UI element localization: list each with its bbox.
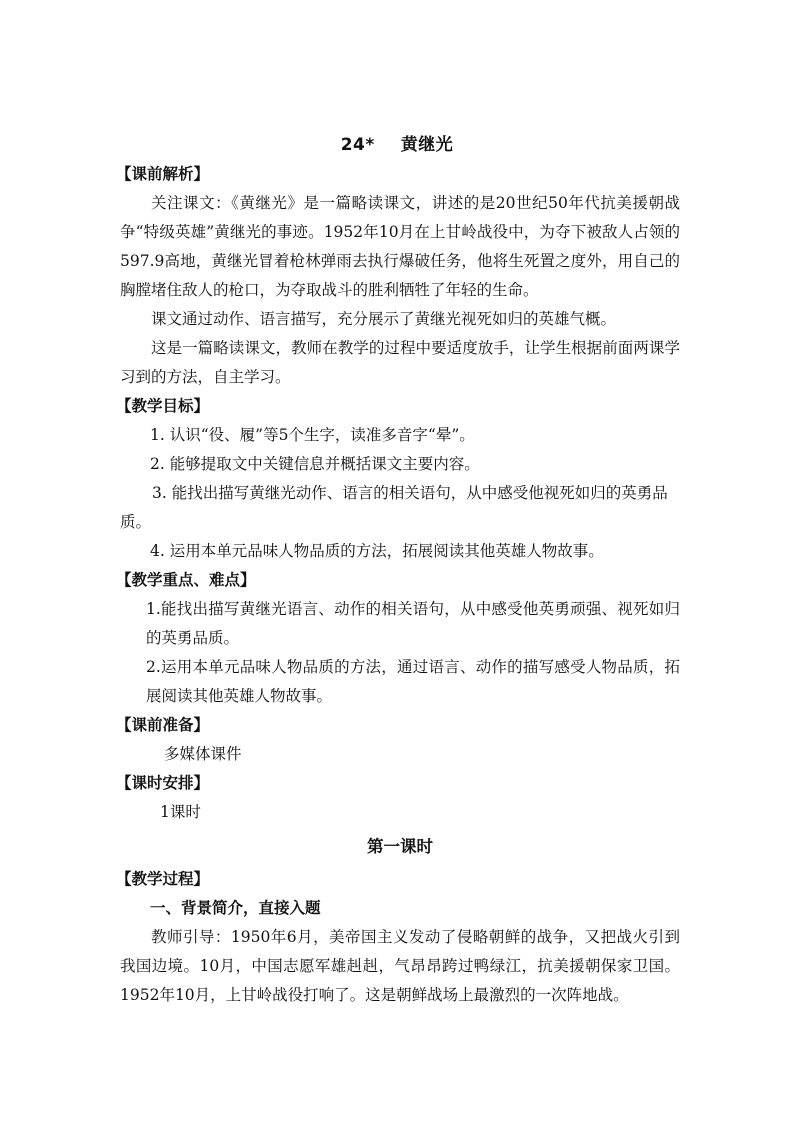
goal-item-3: 3. 能找出描写黄继光动作、语言的相关语句，从中感受他视死如归的英勇品质。 — [120, 484, 668, 531]
goal-item-1: 1. 认识“役、履”等5个生字，读准多音字“晕”。 — [150, 426, 475, 444]
document-body — [116, 160, 680, 1010]
lesson-period-title: 第一课时 — [367, 837, 433, 856]
goal-item-2: 2. 能够提取文中关键信息并概括课文主要内容。 — [150, 455, 480, 473]
analysis-paragraph-3: 这是一篇略读课文，教师在教学的过程中要适度放手，让学生根据前面两课学习到的方法，自主学习。 — [120, 339, 680, 386]
section-heading-schedule: 【课时安排】 — [116, 774, 210, 792]
lesson-title — [0, 130, 794, 155]
keypoint-item-2: 2.运用本单元品味人物品质的方法，通过语言、动作的描写感受人物品质，拓展阅读其他英雄人物故事。 — [146, 658, 680, 705]
section-heading-keypoints: 【教学重点、难点】 — [116, 571, 256, 589]
goal-item-4: 4. 运用本单元品味人物品质的方法，拓展阅读其他英雄人物故事。 — [150, 542, 604, 560]
section-heading-prep: 【课前准备】 — [116, 716, 210, 734]
schedule-text: 1课时 — [160, 803, 201, 821]
section-heading-analysis: 【课前解析】 — [116, 165, 210, 183]
analysis-paragraph-1: 关注课文：《黄继光》是一篇略读课文，讲述的是20世纪50年代抗美援朝战争“特级英雄”黄继光的事迹。1952年10月在上甘岭战役中，为夺下被敌人占领的597.9高地，黄继光冒着枪林弹雨去执行爆破任务，他将生死置之度外，用自己的胸膛堵住敌人的枪口，为夺取战斗的胜利牺牲了年轻的生命。 — [120, 194, 680, 299]
keypoint-item-1: 1.能找出描写黄继光语言、动作的相关语句，从中感受他英勇顽强、视死如归的英勇品质。 — [146, 600, 680, 647]
analysis-paragraph-2: 课文通过动作、语言描写，充分展示了黄继光视死如归的英雄气概。 — [151, 310, 617, 328]
section-heading-goals: 【教学目标】 — [116, 397, 210, 415]
lesson-name: 黄继光 — [400, 135, 454, 155]
process-step-1-heading: 一、背景简介，直接入题 — [150, 899, 321, 917]
section-heading-process: 【教学过程】 — [116, 870, 210, 888]
process-paragraph-1: 教师引导：1950年6月，美帝国主义发动了侵略朝鲜的战争，又把战火引到我国边境。10月，中国志愿军雄赳赳，气昂昂跨过鸭绿江，抗美援朝保家卫国。1952年10月，上甘岭战役打响了。这是朝鲜战场上最激烈的一次阵地战。 — [120, 928, 680, 1004]
prep-text: 多媒体课件 — [164, 745, 242, 763]
lesson-number: 24* — [340, 135, 375, 155]
